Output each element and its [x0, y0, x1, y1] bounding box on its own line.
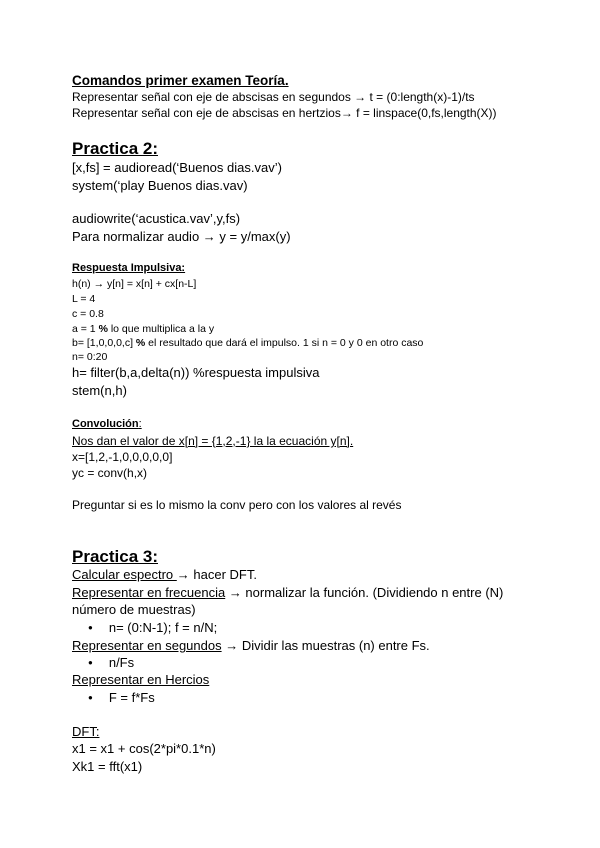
text-line: Representar en frecuencia → normalizar la función. (Dividiendo n entre (N)	[72, 585, 504, 600]
list-item: ● n= (0:N-1); f = n/N;	[88, 620, 218, 635]
code-line: audiowrite(‘acustica.vav’,y,fs)	[72, 211, 241, 226]
code-line: system(‘play Buenos dias.vav)	[72, 178, 248, 193]
text-line: Preguntar si es lo mismo la conv pero con los valores al revés	[72, 498, 402, 512]
code-line: h= filter(b,a,delta(n)) %respuesta impulsiva	[72, 365, 320, 380]
text-line: Representar señal con eje de abscisas en segundos → t = (0:length(x)-1)/ts	[72, 90, 475, 104]
code-line: c = 0.8	[72, 308, 104, 320]
bullet-icon: ●	[88, 658, 93, 667]
bullet-icon: ●	[88, 623, 93, 632]
text-line: número de muestras)	[72, 602, 196, 617]
subheading-dft: DFT:	[72, 724, 100, 739]
code-line: b= [1,0,0,0,c] % el resultado que dará el impulso. 1 si n = 0 y 0 en otro caso	[72, 337, 424, 349]
code-line: h(n) → y[n] = x[n] + cx[n-L]	[72, 278, 197, 290]
heading-practica-3: Practica 3:	[72, 547, 158, 566]
text-line: Representar señal con eje de abscisas en hertzios→ f = linspace(0,fs,length(X))	[72, 106, 497, 120]
code-line: n= 0:20	[72, 351, 108, 363]
list-item: ● n/Fs	[88, 655, 135, 670]
code-line: a = 1 % lo que multiplica a la y	[72, 323, 215, 335]
code-line: stem(n,h)	[72, 383, 127, 398]
text-line: Calcular espectro → hacer DFT.	[72, 567, 257, 582]
code-line: x=[1,2,-1,0,0,0,0,0]	[72, 450, 173, 464]
code-line: yc = conv(h,x)	[72, 466, 148, 480]
code-line: [x,fs] = audioread(‘Buenos dias.vav’)	[72, 160, 282, 175]
list-item: ● F = f*Fs	[88, 690, 155, 705]
text-line: Para normalizar audio → y = y/max(y)	[72, 229, 291, 244]
subheading-convolucion: Convolución:	[72, 418, 142, 430]
code-line: Xk1 = fft(x1)	[72, 759, 143, 774]
text-line: Representar en Hercios	[72, 672, 210, 687]
text-line: Representar en segundos → Dividir las muestras (n) entre Fs.	[72, 638, 430, 653]
section-title-comandos: Comandos primer examen Teoría.	[72, 73, 289, 88]
text-line: Nos dan el valor de x[n] = {1,2,-1} la la ecuación y[n].	[72, 434, 354, 448]
code-line: x1 = x1 + cos(2*pi*0.1*n)	[72, 741, 216, 756]
code-line: L = 4	[72, 293, 96, 305]
heading-practica-2: Practica 2:	[72, 139, 158, 158]
subheading-respuesta-impulsiva: Respuesta Impulsiva:	[72, 262, 186, 274]
bullet-icon: ●	[88, 693, 93, 702]
